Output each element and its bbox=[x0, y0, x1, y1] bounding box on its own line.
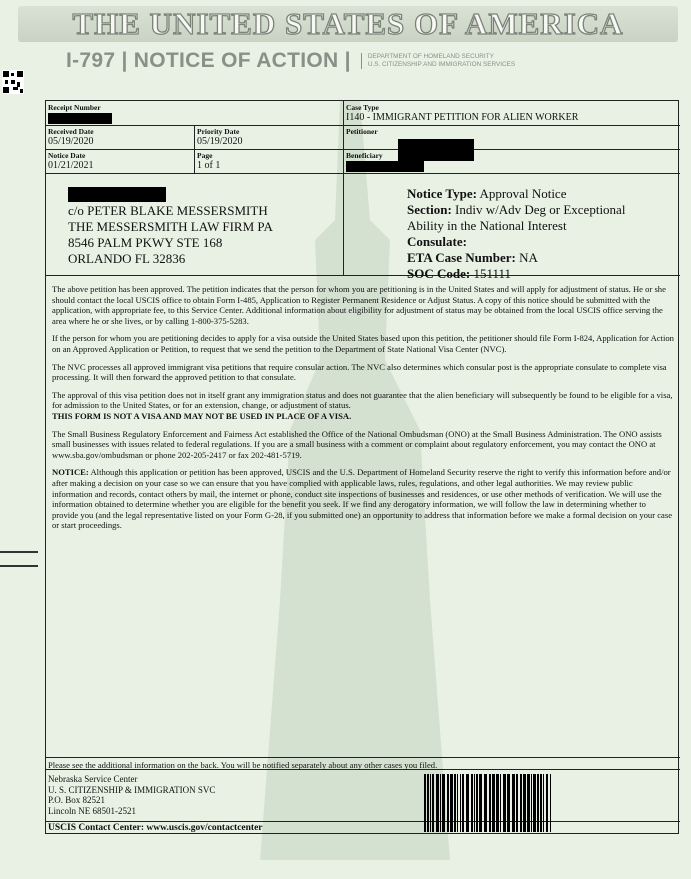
divider bbox=[46, 821, 680, 822]
barcode-bar bbox=[430, 774, 431, 832]
back-note: Please see the additional information on the back. You will be notified separately about any other cases you filed. bbox=[48, 760, 438, 770]
barcode-bar bbox=[523, 774, 526, 832]
divider bbox=[194, 125, 195, 173]
divider bbox=[46, 149, 680, 150]
usa-banner bbox=[18, 6, 678, 42]
divider bbox=[46, 125, 680, 126]
barcode-bar bbox=[442, 774, 445, 832]
priority-date: Priority Date 05/19/2020 bbox=[197, 127, 243, 147]
divider bbox=[46, 173, 680, 174]
barcode-bar bbox=[543, 774, 544, 832]
banner-title: THE UNITED STATES OF AMERICA bbox=[72, 6, 624, 41]
redacted-petitioner bbox=[398, 139, 474, 161]
divider bbox=[343, 101, 344, 275]
department-name: DEPARTMENT OF HOMELAND SECURITY U.S. CITIZENSHIP AND IMMIGRATION SERVICES bbox=[361, 53, 515, 69]
barcode-bar bbox=[512, 774, 515, 832]
barcode-bar bbox=[479, 774, 482, 832]
barcode-bar bbox=[432, 774, 434, 832]
barcode-bar bbox=[474, 774, 475, 832]
barcode-bar bbox=[460, 774, 461, 832]
received-date: Received Date 05/19/2020 bbox=[48, 127, 94, 147]
form-title-row bbox=[66, 49, 515, 73]
case-type: Case Type I140 - IMMIGRANT PETITION FOR ALIEN WORKER bbox=[346, 103, 579, 123]
paragraph: The approval of this visa petition does not in itself grant any immigration status and does not guarantee that the alien beneficiary will subsequently be found to be eligible for a visa, for admission to the United States, or for an extension, change, or adjustment of status. bbox=[52, 389, 673, 411]
barcode-bar bbox=[546, 774, 548, 832]
qr-code-icon bbox=[2, 70, 24, 94]
redacted-receipt bbox=[48, 113, 112, 124]
redacted-addressee bbox=[68, 187, 166, 202]
barcode-bar bbox=[447, 774, 449, 832]
divider bbox=[46, 757, 680, 758]
barcode-bar bbox=[533, 774, 536, 832]
beneficiary: Beneficiary bbox=[346, 151, 383, 160]
petitioner: Petitioner bbox=[346, 127, 378, 136]
barcode-bar bbox=[440, 774, 441, 832]
barcode-bar bbox=[466, 774, 469, 832]
barcode bbox=[424, 774, 554, 832]
barcode-bar bbox=[507, 774, 510, 832]
service-center-address: Nebraska Service Center U. S. CITIZENSHIP & IMMIGRATION SVC P.O. Box 82521 Lincoln NE 68501-2521 bbox=[48, 774, 216, 816]
notice-details: Notice Type: Approval Notice Section: Indiv w/Adv Deg or Exceptional Ability in the National Interest Consulate: ETA Case Number: NA SOC Code: 151111 bbox=[407, 186, 626, 281]
paragraph: The Small Business Regulatory Enforcement and Fairness Act established the Office of the National Ombudsman (ONO) at the Small Business Administration. The ONO assists small businesses with issues related to federal regulations. If you are a small business with a comment or complaint about regulatory enforcement, you may contact the ONO at www.sba.gov/ombudsman or phone 202-205-2417 or fax 202-481-5719. bbox=[52, 428, 662, 460]
mailing-address: c/o PETER BLAKE MESSERSMITH THE MESSERSMITH LAW FIRM PA 8546 PALM PKWY STE 168 ORLANDO FL 32836 bbox=[68, 203, 273, 266]
barcode-bar bbox=[476, 774, 478, 832]
not-a-visa-warning: THIS FORM IS NOT A VISA AND MAY NOT BE USED IN PLACE OF A VISA. bbox=[52, 410, 352, 421]
barcode-bar bbox=[454, 774, 456, 832]
barcode-bar bbox=[527, 774, 530, 832]
notice-body bbox=[52, 284, 674, 538]
page-number: Page 1 of 1 bbox=[197, 151, 221, 171]
paragraph: If the person for whom you are petitioning decides to apply for a visa outside the United States based upon this petition, the petitioner should file Form I-824, Application for Action on an Approved Application or Petition, to request that we send the petition to the Department of State National Visa Center (NVC). bbox=[52, 333, 674, 354]
form-title: I-797 | NOTICE OF ACTION | bbox=[66, 49, 351, 72]
receipt-number: Receipt Number bbox=[48, 103, 101, 112]
notice-date: Notice Date 01/21/2021 bbox=[48, 151, 94, 171]
barcode-bar bbox=[540, 774, 542, 832]
contact-center: USCIS Contact Center: www.uscis.gov/contactcenter bbox=[48, 823, 263, 833]
barcode-bar bbox=[471, 774, 473, 832]
barcode-bar bbox=[462, 774, 464, 832]
margin-line bbox=[0, 565, 38, 567]
paragraph: The NVC processes all approved immigrant visa petitions that require consular action. The NVC also determines which consular post is the appropriate consulate to complete visa processing. It will then forward the approved petition to that consulate. bbox=[52, 361, 667, 383]
barcode-bar bbox=[427, 774, 429, 832]
barcode-bar bbox=[496, 774, 499, 832]
margin-line bbox=[0, 551, 38, 553]
barcode-bar bbox=[457, 774, 458, 832]
barcode-bar bbox=[516, 774, 518, 832]
barcode-bar bbox=[520, 774, 522, 832]
notice-paragraph: NOTICE: Although this application or petition has been approved, USCIS and the U.S. Department of Homeland Security reserve the right to verify this information before and/or after making a decision on your case so we can ensure that you have complied with applicable laws, rules, regulations, and other legal authorities. We may review public information and records, contact others by mail, the internet or phone, conduct site inspections of businesses and residences, or use other methods of verification. We will use the information obtained to determine whether you are eligible for the benefit you seek. If we find any derogatory information, we will follow the law in determining whether to provide you (and the legal representative listed on your Form G-28, if you submitted one) an opportunity to address that information before we make a formal decision on your case or start proceedings. bbox=[52, 467, 673, 531]
barcode-bar bbox=[550, 774, 551, 832]
redacted-beneficiary bbox=[346, 161, 424, 172]
barcode-bar bbox=[531, 774, 532, 832]
barcode-bar bbox=[424, 774, 426, 832]
barcode-bar bbox=[503, 774, 506, 832]
barcode-bar bbox=[489, 774, 491, 832]
barcode-bar bbox=[436, 774, 439, 832]
barcode-bar bbox=[537, 774, 539, 832]
notice-form bbox=[45, 100, 679, 834]
barcode-bar bbox=[492, 774, 495, 832]
barcode-bar bbox=[484, 774, 487, 832]
barcode-bar bbox=[450, 774, 453, 832]
barcode-bar bbox=[500, 774, 501, 832]
paragraph: The above petition has been approved. The petition indicates that the person for whom you are petitioning is in the United States and will apply for adjustment of status. He or she should contact the local USCIS office to obtain Form I-485, Application to Register Permanent Residence or Adjust Status. A copy of this notice should be submitted with the application, with appropriate fee, to this Service Center. Additional information about eligibility for adjustment of status may be obtained from the local USCIS office serving the area where he or she lives, or by calling 1-800-375-5283. bbox=[52, 284, 666, 326]
